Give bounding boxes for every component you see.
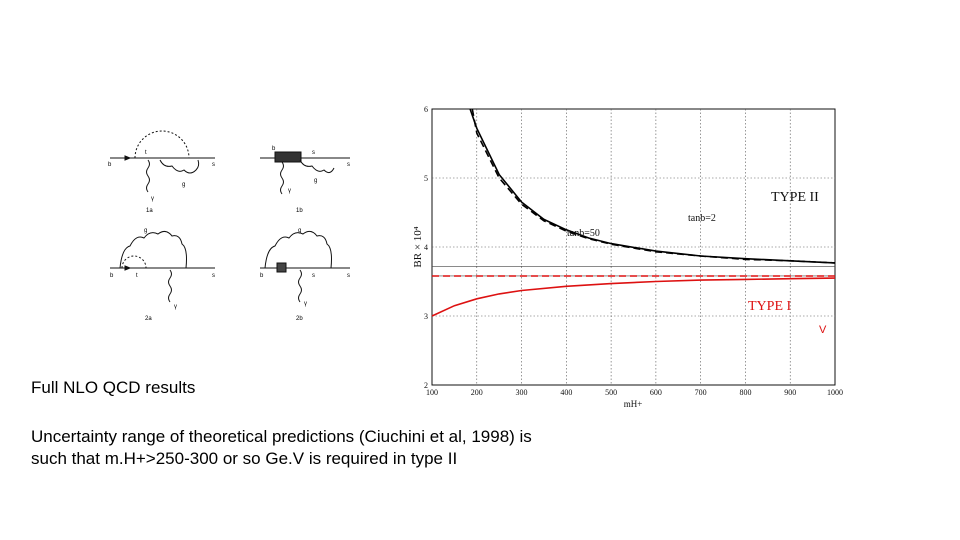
x-tick-label: 600 <box>649 388 662 397</box>
diagram-1a-label-gamma: γ <box>151 196 154 202</box>
annotation-type2: TYPE II <box>771 190 819 205</box>
diagram-1a-label-t: t <box>145 150 147 156</box>
y-tick-label: 5 <box>424 174 428 183</box>
diagram-2a-id: 2a <box>145 316 152 322</box>
diagram-2b-label-s2: s <box>347 273 350 279</box>
x-tick-label: 800 <box>739 388 752 397</box>
diagram-2b <box>260 231 350 302</box>
y-tick-label: 6 <box>424 105 428 114</box>
y-tick-label: 2 <box>424 381 428 390</box>
y-tick-label: 4 <box>424 243 428 252</box>
annotation-tanb50: tanb=50 <box>567 228 600 239</box>
caption-uncertainty-line2: such that m.H+>250-300 or so Ge.V is required in type II <box>31 449 458 468</box>
diagram-1b-label-gamma: γ <box>288 188 291 194</box>
diagram-1a-label-s: s <box>212 162 215 168</box>
caption-results: Full NLO QCD results <box>31 378 196 397</box>
annotation-v-mark: V <box>819 324 827 336</box>
caption-uncertainty-line1: Uncertainty range of theoretical predictions (Ciuchini et al, 1998) is <box>31 427 532 446</box>
diagram-2b-label-gamma: γ <box>304 301 307 307</box>
diagram-1b-label-g: g <box>314 178 318 184</box>
diagram-1b-label-s2: s <box>347 162 350 168</box>
x-tick-label: 300 <box>515 388 528 397</box>
diagram-2a-label-s: s <box>212 273 215 279</box>
x-tick-label: 100 <box>426 388 438 397</box>
diagram-2a-label-b: b <box>110 273 114 279</box>
diagram-2b-label-b: b <box>260 273 264 279</box>
x-tick-label: 200 <box>470 388 483 397</box>
x-tick-label: 400 <box>560 388 573 397</box>
diagram-1a <box>110 131 215 192</box>
diagram-1a-id: 1a <box>146 208 153 214</box>
diagram-1a-label-b: b <box>108 162 112 168</box>
diagram-1b <box>260 152 350 194</box>
series-group <box>432 109 835 316</box>
y-axis-label: BR × 10⁴ <box>412 226 424 268</box>
diagram-2a-label-gamma: γ <box>174 304 177 310</box>
x-tick-label: 1000 <box>827 388 843 397</box>
annotation-type1: TYPE I <box>748 299 792 314</box>
x-tick-label: 900 <box>784 388 797 397</box>
diagram-1b-label-s1: s <box>312 150 315 156</box>
diagram-2a <box>110 231 215 302</box>
caption-uncertainty <box>31 426 671 470</box>
diagram-2a-label-g: g <box>144 228 148 234</box>
x-axis-label: mH+ <box>623 399 643 409</box>
feynman-diagrams <box>100 120 360 330</box>
x-tick-label: 500 <box>605 388 618 397</box>
diagram-1b-label-b: b <box>272 146 276 152</box>
br-chart <box>405 85 850 415</box>
diagram-2b-id: 2b <box>296 316 303 322</box>
series-line-type-ii-tanb-50 <box>472 109 835 263</box>
diagram-1a-label-g: g <box>182 182 186 188</box>
diagram-1b-id: 1b <box>296 208 303 214</box>
annotation-tanb2: tanb=2 <box>688 213 716 224</box>
series-line-type-ii <box>470 109 835 263</box>
x-tick-label: 700 <box>694 388 707 397</box>
reference-lines <box>432 266 835 276</box>
diagram-2a-label-t: t <box>136 273 138 279</box>
diagram-2b-label-g: g <box>298 228 302 234</box>
y-tick-label: 3 <box>424 312 428 321</box>
diagram-2b-label-s1: s <box>312 273 315 279</box>
